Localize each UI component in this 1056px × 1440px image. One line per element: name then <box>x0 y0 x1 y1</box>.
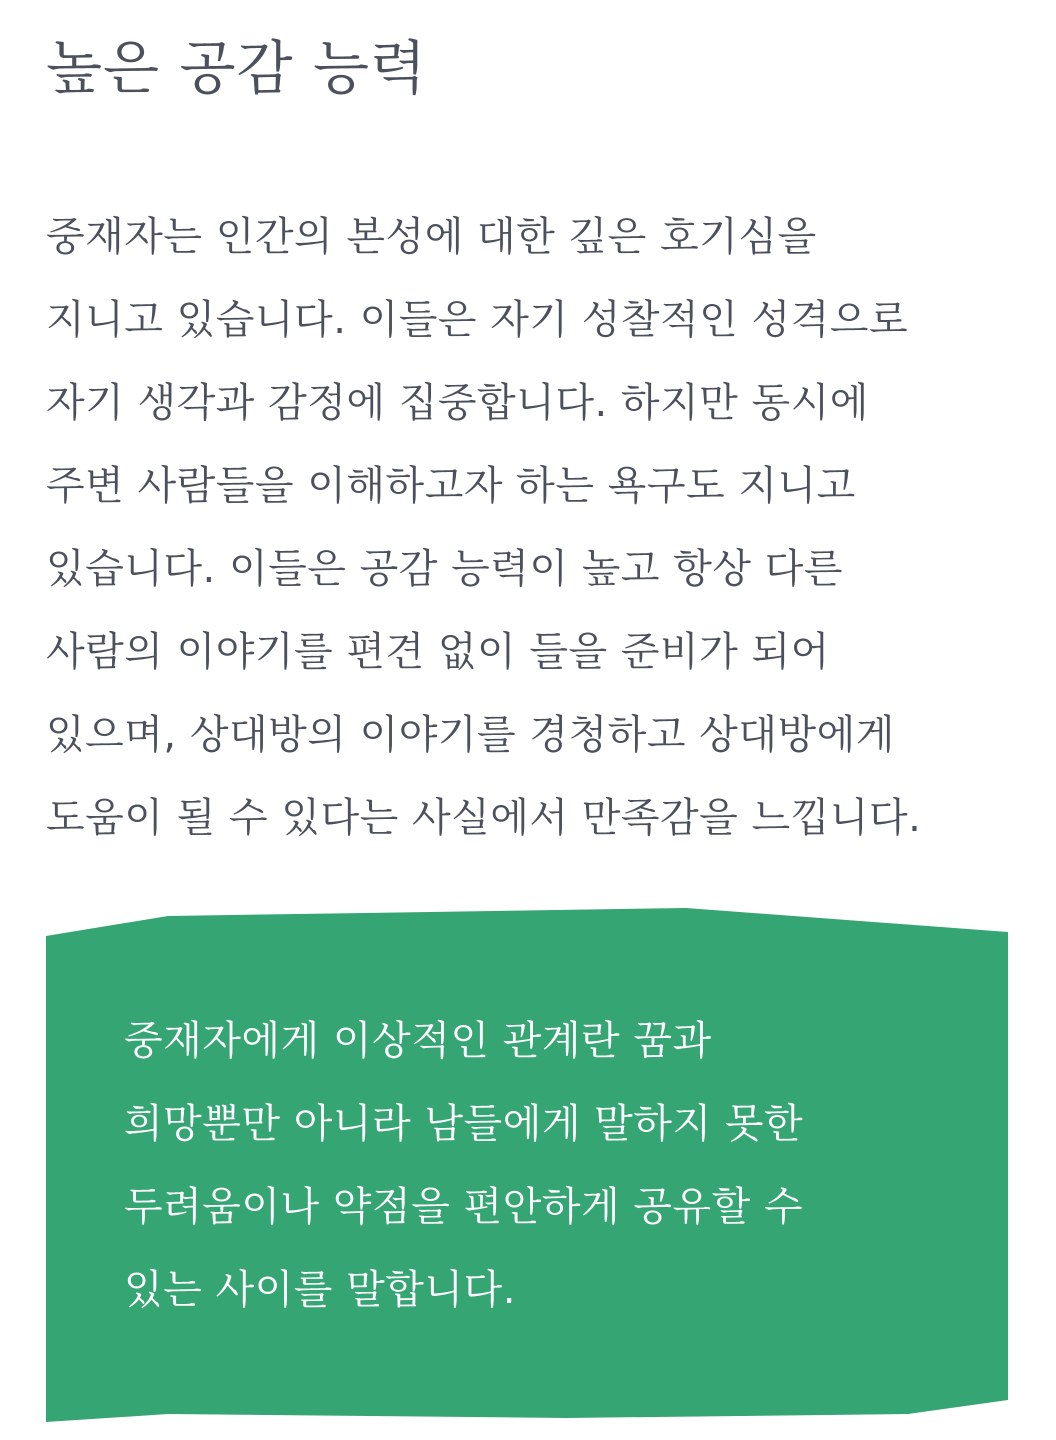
body-line: 중재자는 인간의 본성에 대한 깊은 호기심을 <box>46 214 817 260</box>
body-line: 주변 사람들을 이해하고자 하는 욕구도 지니고 <box>46 463 856 509</box>
body-line: 지니고 있습니다. 이들은 자기 성찰적인 성격으로 <box>46 297 909 343</box>
body-line: 자기 생각과 감정에 집중합니다. 하지만 동시에 <box>46 380 869 426</box>
body-line: 사람의 이야기를 편견 없이 들을 준비가 되어 <box>46 629 830 675</box>
highlight-callout <box>46 906 1008 1422</box>
body-paragraph <box>46 196 1026 860</box>
body-line: 도움이 될 수 있다는 사실에서 만족감을 느낍니다. <box>46 795 922 841</box>
body-line: 있으며, 상대방의 이야기를 경청하고 상대방에게 <box>46 712 895 758</box>
callout-line: 중재자에게 이상적인 관계란 꿈과 <box>124 1018 712 1064</box>
section-heading: 높은 공감 능력 <box>46 34 428 102</box>
callout-line: 있는 사이를 말합니다. <box>124 1267 516 1313</box>
callout-line: 희망뿐만 아니라 남들에게 말하지 못한 <box>124 1101 804 1147</box>
callout-paragraph <box>124 1000 964 1332</box>
callout-line: 두려움이나 약점을 편안하게 공유할 수 <box>124 1184 804 1230</box>
body-line: 있습니다. 이들은 공감 능력이 높고 항상 다른 <box>46 546 844 592</box>
